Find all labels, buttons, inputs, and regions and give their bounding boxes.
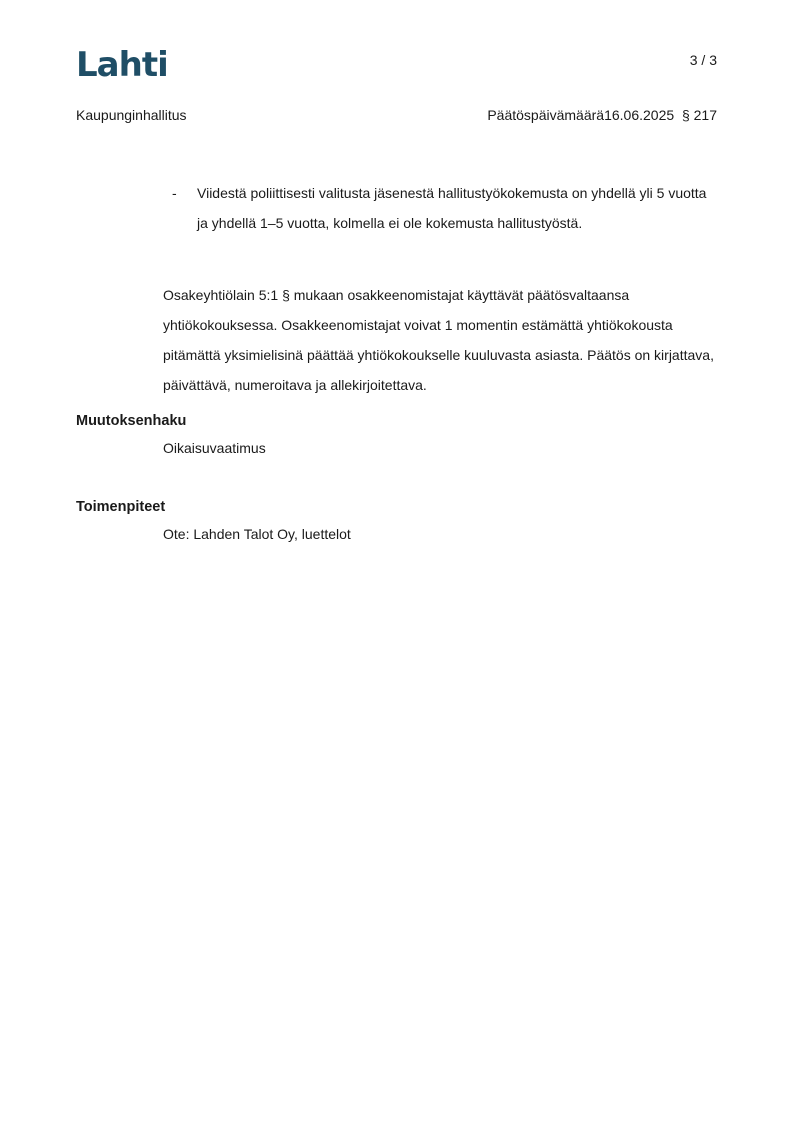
- organization-name: Kaupunginhallitus: [76, 107, 187, 123]
- appeal-heading: Muutoksenhaku: [76, 413, 187, 429]
- decision-info: [487, 107, 717, 123]
- lahti-logo: Lahti: [76, 45, 168, 85]
- bullet-text: Viidestä poliittisesti valitusta jäsenestä hallitustyökokemusta on yhdellä yli 5 vuotta ja yhdellä 1–5 vuotta, kolmella ei ole kokemusta hallitustyöstä.: [197, 185, 707, 231]
- bullet-list-item: [172, 178, 717, 238]
- actions-heading: Toimenpiteet: [76, 499, 166, 515]
- appeal-text: Oikaisuvaatimus: [163, 440, 266, 456]
- actions-text: Ote: Lahden Talot Oy, luettelot: [163, 526, 351, 542]
- decision-date: 16.06.2025: [604, 107, 675, 123]
- page-number: 3 / 3: [689, 52, 717, 68]
- body-paragraph: Osakeyhtiölain 5:1 § mukaan osakkeenomistajat käyttävät päätösvaltaansa yhtiökokouksessa. Osakkeenomistajat voivat 1 momentin estämättä yhtiökokousta pitämättä yksimielisinä päättää yhtiökokoukselle kuuluvasta asiasta. Päätös on kirjattava, päivättävä, numeroitava ja allekirjoitettava.: [163, 287, 714, 393]
- bullet-dash: -: [172, 185, 177, 201]
- decision-date-label: Päätöspäivämäärä: [487, 107, 605, 123]
- section-number: § 217: [681, 107, 717, 123]
